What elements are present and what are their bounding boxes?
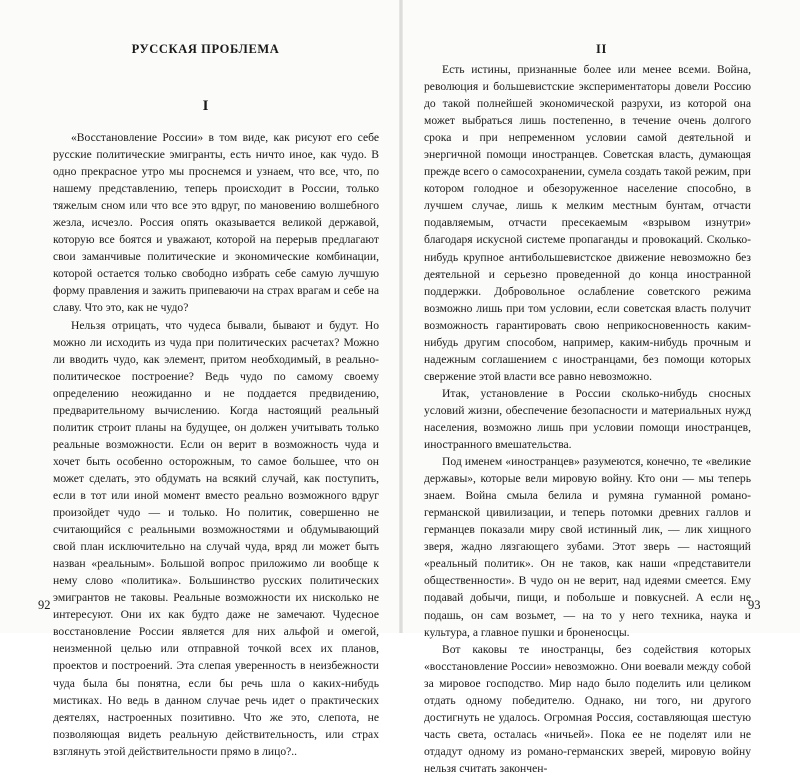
right-page-text: [424, 61, 751, 777]
paragraph: Нельзя отрицать, что чудеса бывали, бывают и будут. Но можно ли исходить из чуда при политических расчетах? Можно ли вводить чудо, как элемент, притом необходимый, в реально-политическое построение? Ведь чудо по самому своему определению неожиданно и не поддается предвидению, предварительному вычислению. Когда настоящий реальный политик строит планы на будущее, он должен учитывать только реальные возможности. Если он верит в возможность чуда и хочет быть особенно осторожным, то самое большее, что он может сделать, это обдумать на всякий случай, как поступить, если в тот или иной момент вместо реально возможного вдруг произойдет чудо — и только. Но политик, совершенно не считающийся с реальными возможностями и обдумывающий свой план исключительно на случай чуда, вряд ли может быть назван «реальным». Большой вопрос приложимо ли вообще к нему слово «политика». Большинство русских политических эмигрантов не таковы. Реальные возможности их нисколько не интересуют. Они их как будто даже не замечают. Чудесное восстановление России является для них альфой и омегой, неизменной целью или отправной точкой всех их планов, проектов и построений. Эта слепая уверенность в неизбежности чуда была бы понятна, если бы речь шла о каких-нибудь мистиках. Но ведь в данном случае речь идет о практических деятелях, настроенных позитивно. Что же это, слепота, не позволяющая видеть реальную действительность, или страх взглянуть этой действительности прямо в лицо?..: [53, 318, 379, 758]
paragraph: Под именем «иностранцев» разумеются, конечно, те «великие державы», которые вели мировую войну. Кто они — мы теперь знаем. Война смыла белила и румяна гуманной романо-германской цивилизации, и теперь потомки древних галлов и германцев показали миру свой истинный лик, — лик хищного зверя, жадно лязгающего зубами. Этот зверь — настоящий «реальный политик». Он не таков, как наши «представители общественности». В чудо он не верит, над идеями смеется. Ему подавай добычи, пищи, и побольше и повкусней. А если не подашь, он сам возьмет, — на то у него техника, наука и культура, а главное пушки и броненосцы.: [424, 455, 751, 639]
left-page-text: [53, 129, 379, 760]
page-number: 93: [748, 598, 761, 612]
paragraph: Вот каковы те иностранцы, без содействия которых «восстановление России» невозможно. Они воевали между собой за мировое господство. Мир надо было поделить или целиком отдать одному победителю. Однако, ни того, ни другого достигнуть не удалось. Огромная Россия, составляющая шестую часть света, осталась «ничьей». Пока ее не поделят или не отдадут одному из романо-германских зверей, мировую войну нельзя считать закончен-: [424, 642, 751, 775]
right-page: [403, 0, 800, 775]
section-heading: II: [596, 42, 607, 56]
paragraph: Есть истины, признанные более или менее всеми. Война, революция и большевистские экспериментаторы довели Россию до такой полнейшей экономической разрухи, из которой она может выбраться лишь постепенно, в течение очень долгого срока и при непременном условии самой деятельной и энергичной помощи иностранцев. Советская власть, думающая прежде всего о самосохранении, сумела создать такой режим, при котором голодное и обезоруженное население способно, в лучшем случае, лишь к мелким местным бунтам, отчасти подавляемым, отчасти пресекаемым «взрывом изнутри» благодаря искусной системе пропаганды и провокаций. Сколько-нибудь крупное антибольшевистское движение невозможно без деятельной и серьезно проведенной до конца иностранной поддержки. Добровольное ослабление советского режима возможно лишь при том условии, если советская власть получит возможность гарантировать свою неприкосновенность каким-нибудь другим способом, например, каким-нибудь прочным и надежным соглашением с иностранцами, без помощи которых свержение этой власти все равно невозможно.: [424, 63, 751, 383]
page-number: 92: [38, 598, 51, 612]
left-page: [0, 0, 399, 758]
paragraph: «Восстановление России» в том виде, как рисуют его себе русские политические эмигранты, есть ничто иное, как чудо. В одно прекрасное утро мы проснемся и узнаем, что все, что, по нашему представлению, теперь происходит в России, только тяжелым сном или что все это вдруг, по мановению волшебного жезла, исчезло. Россия опять оказывается великой державой, которую все боятся и уважают, которой на перерыв предлагают свои заманчивые политические и экономические комбинации, которой остается только свободно избрать себе самую лучшую форму правления и зажить припеваючи на страх врагам и себе на славу. Что это, как не чудо?: [53, 131, 379, 315]
section-number: I: [202, 98, 209, 114]
running-head: РУССКАЯ ПРОБЛЕМА: [131, 42, 280, 56]
paragraph: Итак, установление в России сколько-нибудь сносных условий жизни, обеспечение безопасности и материальных нужд населения, возможно лишь при условии помощи иностранцев, иностранного вмешательства.: [424, 386, 751, 452]
